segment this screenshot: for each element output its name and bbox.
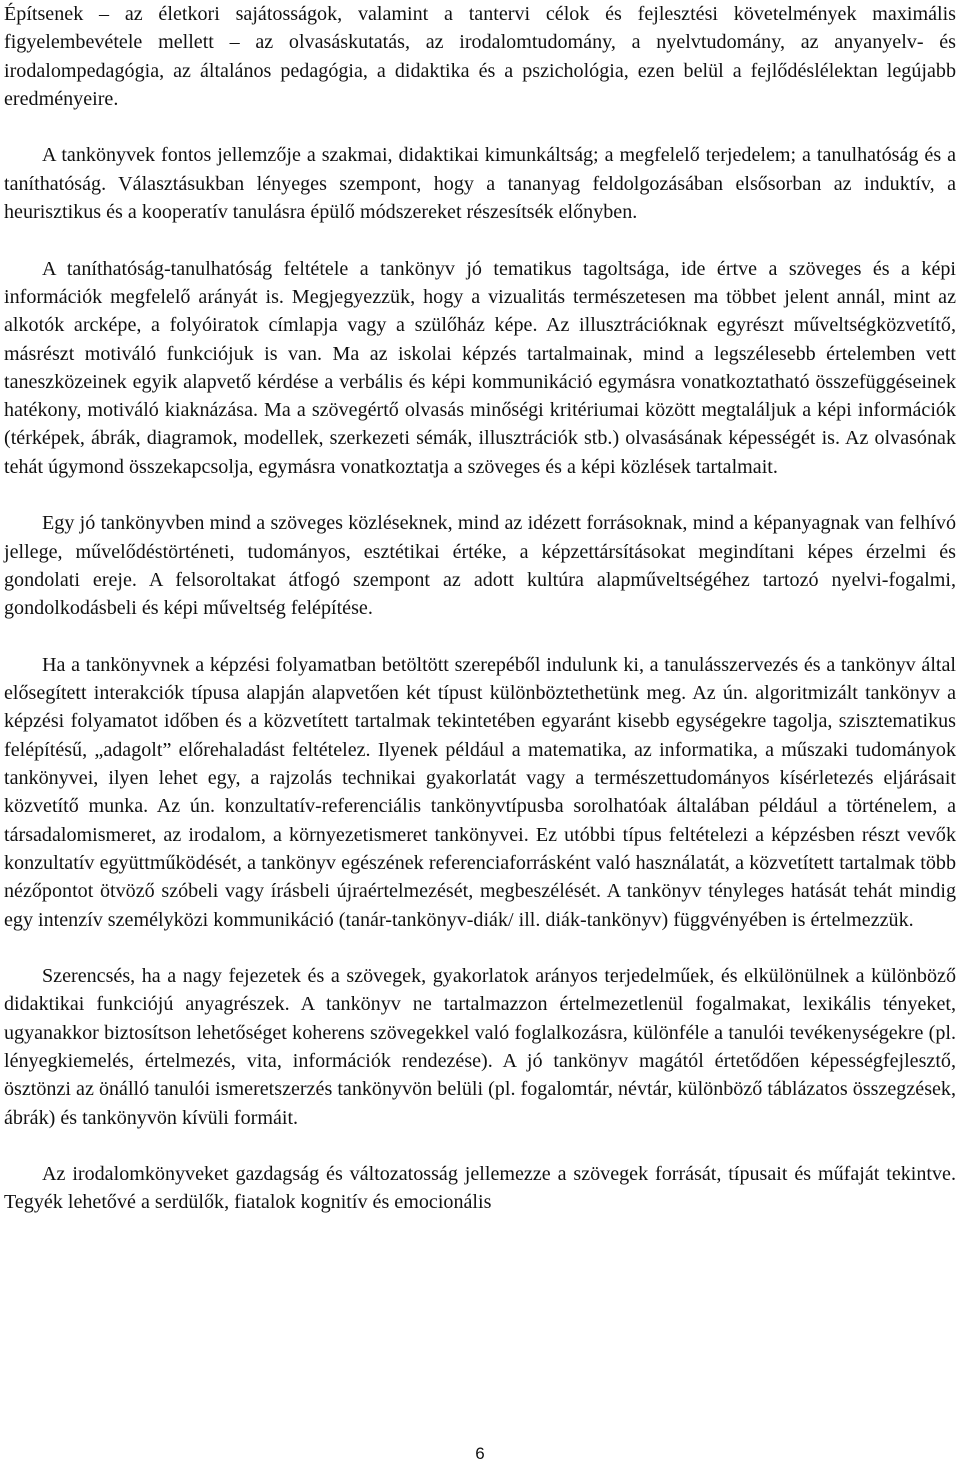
- paragraph-7: Az irodalomkönyveket gazdagság és változatosság jellemezze a szövegek forrását, típusait és műfaját tekintve. Tegyék lehetővé a serdülők, fiatalok kognitív és emocionális: [4, 1163, 956, 1214]
- paragraph-5: Ha a tankönyvnek a képzési folyamatban betöltött szerepéből indulunk ki, a tanulásszervezés és a tankönyv által elősegített interakciók típusa alapján alapvetően két típust különböztethetünk meg. Az ún. algoritmizált tankönyv a képzési folyamatot időben és a közvetített tartalmak tekintetében egyaránt kisebb egységekre tagolja, szisztematikus felépítésű, „adagolt” előrehaladást feltételez. Ilyenek például a matematika, az informatika, a műszaki tudományok tankönyvei, ilyen lehet egy, a rajzolás technikai gyakorlatát vagy a természettudományos kísérletezés eljárásait közvetítő munka. Az ún. konzultatív-referenciális tankönyvtípusba sorolhatóak általában például a történelem, a társadalomismeret, az irodalom, a környezetismeret tankönyvei. Ez utóbbi típus feltételezi a képzésben részt vevők konzultatív együttműködését, a tankönyv egészének referenciaforrásként való használatát, a közvetített tartalmak több nézőpontot ötvöző szóbeli vagy írásbeli újraértelmezését, megbeszélését. A tankönyv tényleges hatását tehát mindig egy intenzív személyközi kommunikáció (tanár-tankönyv-diák/ ill. diák-tankönyv) függvényében is értelmezzük.: [4, 653, 956, 931]
- paragraph-3: A taníthatóság-tanulhatóság feltétele a tankönyv jó tematikus tagoltsága, ide értve a szöveges és a képi információk megfelelő arányát is. Megjegyezzük, hogy a vizualitás természetesen ma többet jelent annál, mint az alkotók arcképe, a folyóiratok címlapja vagy a szülőház képe. Az illusztrációknak egyrészt műveltségközvetítő, másrészt motiváló funkciójuk is van. Ma az iskolai képzés tartalmainak, mind a legszélesebb értelemben vett taneszközeinek egyik alapvető kérdése a verbális és képi kommunikáció egymásra vonatkoztatható összefüggéseinek hatékony, motiváló kiaknázása. Ma a szövegértő olvasás minőségi kritériumai között megtaláljuk a képi információk (térképek, ábrák, diagramok, modellek, szerkezeti sémák, illusztrációk stb.) olvasásának képességét is. Az olvasónak tehát úgymond összekapcsolja, egymásra vonatkoztatja a szöveges és a képi közlések tartalmait.: [4, 257, 956, 478]
- page-number: 6: [475, 1444, 485, 1463]
- paragraph-1: Építsenek – az életkori sajátosságok, valamint a tantervi célok és fejlesztési követelmények maximális figyelembevétele mellett – az olvasáskutatás, az irodalomtudomány, a nyelvtudomány, az anyanyelv- és irodalompedagógia, az általános pedagógia, a didaktika és a pszichológia, ezen belül a fejlődéslélektan legújabb eredményeire.: [4, 3, 956, 110]
- paragraph-4: Egy jó tankönyvben mind a szöveges közléseknek, mind az idézett forrásoknak, mind a képanyagnak van felhívó jellege, művelődéstörténeti, tudományos, esztétikai értéke, a képzettársításokat megindítani képes érzelmi és gondolati ereje. A felsoroltakat átfogó szempont az adott kultúra alapműveltségéhez tartozó nyelvi-fogalmi, gondolkodásbeli és képi műveltség felépítése.: [4, 512, 956, 620]
- paragraph-6: Szerencsés, ha a nagy fejezetek és a szövegek, gyakorlatok arányos terjedelműek, és elkülönülnek a különböző didaktikai funkciójú anyagrészek. A tankönyv ne tartalmazzon értelmezetlenül fogalmakat, lexikális tényeket, ugyanakkor biztosítson lehetőséget koherens szövegekkel való foglalkozásra, különféle a tanulói tevékenységekre (pl. lényegkiemelés, értelmezés, vita, információk rendezése). A jó tankönyv magától értetődően képességfejlesztő, ösztönzi az önálló tanulói ismeretszerzés tankönyvön belüli (pl. fogalomtár, névtár, különböző táblázatos összegzések, ábrák) és tankönyvön kívüli formáit.: [4, 965, 956, 1129]
- document-page: [4, 0, 956, 1217]
- paragraph-2: A tankönyvek fontos jellemzője a szakmai, didaktikai kimunkáltság; a megfelelő terjedelem; a tanulhatóság és a taníthatóság. Választásukban lényeges szempont, hogy a tananyag feldolgozásában elsősorban az induktív, a heurisztikus és a kooperatív tanulásra épülő módszereket részesítsék előnyben.: [4, 144, 956, 224]
